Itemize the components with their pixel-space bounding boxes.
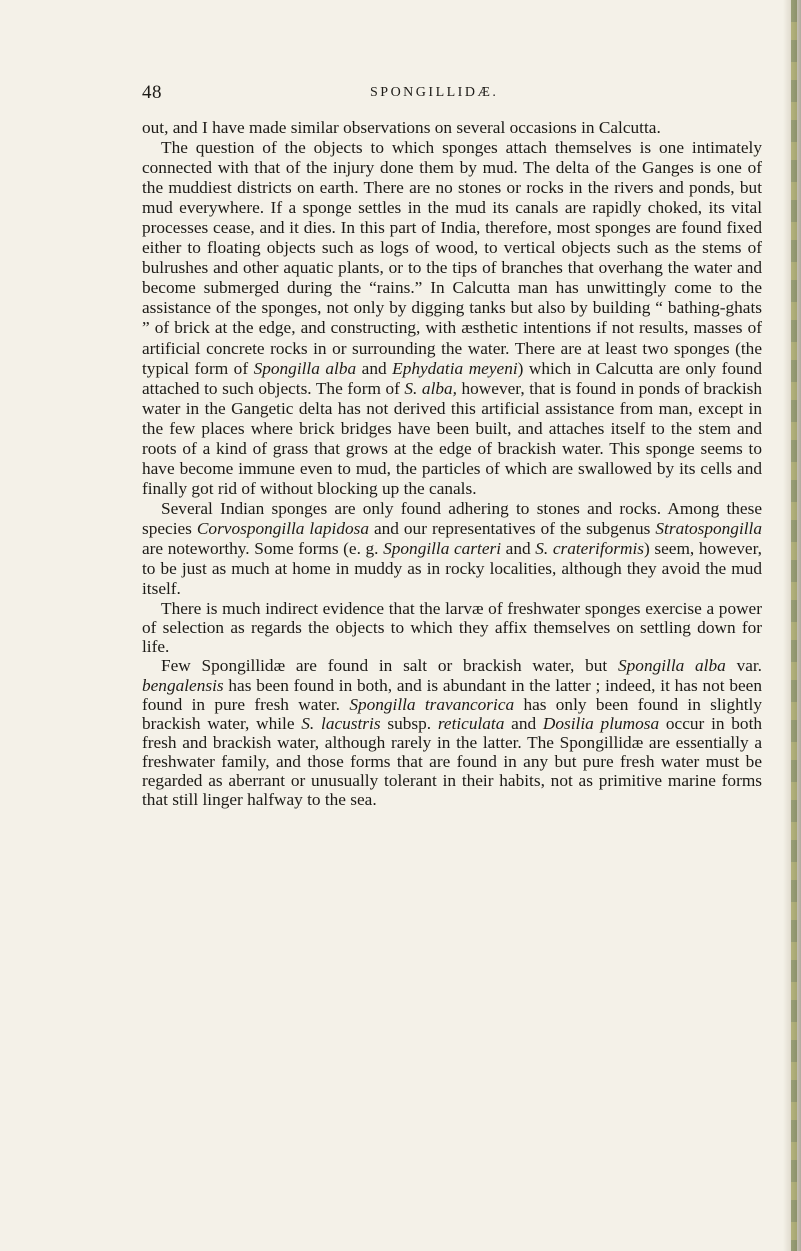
species-spongilla-carteri: Spongilla carteri bbox=[383, 538, 502, 558]
paragraph-2-text: The question of the objects to which sponges attach themselves is one intimately connected with that of the injury done them by mud. The delta of the Ganges is one of the muddiest districts on earth. There are no stones or rocks in the rivers and ponds, but mud everywhere. If a sponge settles in the mud its canals are rapidly choked, its vital processes cease, and it dies. In this part of India, therefore, most sponges are found fixed either to floating objects such as logs of wood, to vertical objects such as the stems of bulrushes and other aquatic plants, or to the tips of branches that overhang the water and become submerged during the “rains.” In Calcutta man has unwittingly come to the assistance of the sponges, not only by digging tanks but also by building “ bathing-ghats ” of brick at the edge, and constructing, with æsthetic intentions if not results, masses of artificial concrete rocks in or surrounding the water. There are at least two sponges (the typical form of bbox=[142, 138, 762, 378]
paragraph-5-text-f: and bbox=[504, 713, 543, 733]
paragraph-3-text-e: ) seem, however, to be just as much at home in muddy as in rocky localities, although they avoid the mud itself. bbox=[142, 538, 762, 599]
paragraph-5 bbox=[142, 656, 762, 809]
paragraph-2-text-b: and bbox=[356, 358, 393, 378]
running-head: SPONGILLIDÆ. bbox=[370, 85, 499, 100]
species-spongilla-alba-2: Spongilla alba bbox=[618, 656, 726, 676]
species-s-lacustris: S. lacustris bbox=[301, 713, 381, 733]
paragraph-5-text-c: has been found in both, and is abundant in the latter ; indeed, it has not been found in pure fresh water. bbox=[142, 675, 762, 714]
paragraph-3-text: Several Indian sponges are only found adhering to stones and rocks. Among these species bbox=[142, 498, 762, 538]
paragraph-2-text-d: however, that is found in ponds of brackish water in the Gangetic delta has not derived this artificial assistance from man, except in the few places where brick bridges have been built, and attaches itself to the stem and roots of a kind of grass that grows at the edge of brackish water. This sponge seems to have become immune even to mud, the particles of which are swallowed by its cells and finally got rid of without blocking up the canals. bbox=[142, 378, 762, 498]
paragraph-2-text-c: ) which in Calcutta are only found attached to such objects. The form of bbox=[142, 358, 762, 398]
body-text bbox=[142, 118, 762, 809]
binding-edge bbox=[791, 0, 797, 1251]
paragraph-3 bbox=[142, 499, 762, 599]
page-number: 48 bbox=[142, 82, 162, 103]
variety-bengalensis: bengalensis bbox=[142, 675, 224, 695]
paragraph-2 bbox=[142, 138, 762, 499]
page-header bbox=[142, 82, 762, 108]
paragraph-5-text-d: has only been found in slightly brackish water, while bbox=[142, 694, 762, 733]
paragraph-5-text: Few Spongillidæ are found in salt or brackish water, but bbox=[161, 656, 619, 676]
paragraph-5-text-b: var. bbox=[725, 656, 762, 676]
species-s-alba: S. alba, bbox=[404, 378, 457, 398]
species-s-crateriformis: S. crateriformis bbox=[535, 538, 645, 558]
paragraph-3-text-c: are noteworthy. Some forms (e. g. bbox=[142, 538, 384, 558]
species-corvospongilla-lapidosa: Corvospongilla lapidosa bbox=[196, 518, 369, 538]
paragraph-4 bbox=[142, 599, 762, 656]
paragraph-3-text-d: and bbox=[501, 538, 536, 558]
paragraph-5-text-e: subsp. bbox=[380, 713, 438, 733]
species-ephydatia-meyeni: Ephydatia meyeni bbox=[392, 358, 518, 378]
paragraph-3-text-b: and our representatives of the subgenus bbox=[368, 518, 656, 538]
paragraph-1 bbox=[142, 118, 762, 138]
species-spongilla-alba: Spongilla alba bbox=[253, 358, 357, 378]
subgenus-stratospongilla: Stratospongilla bbox=[655, 518, 762, 538]
paragraph-5-text-g: occur in both fresh and brackish water, although rarely in the latter. The Spongillidæ are essentially a freshwater family, and those forms that are found in any but pure fresh water must be regarded as aberrant or unusually tolerant in their habits, not as primitive marine forms that still linger halfway to the sea. bbox=[142, 713, 763, 810]
paragraph-4-text: There is much indirect evidence that the larvæ of freshwater sponges exercise a power of selection as regards the objects to which they affix themselves on settling down for life. bbox=[142, 599, 762, 657]
species-dosilia-plumosa: Dosilia plumosa bbox=[542, 713, 660, 733]
paragraph-1-text: out, and I have made similar observations on several occasions in Calcutta. bbox=[142, 118, 661, 137]
species-spongilla-travancorica: Spongilla travancorica bbox=[349, 694, 515, 714]
subspecies-reticulata: reticulata bbox=[437, 713, 505, 733]
